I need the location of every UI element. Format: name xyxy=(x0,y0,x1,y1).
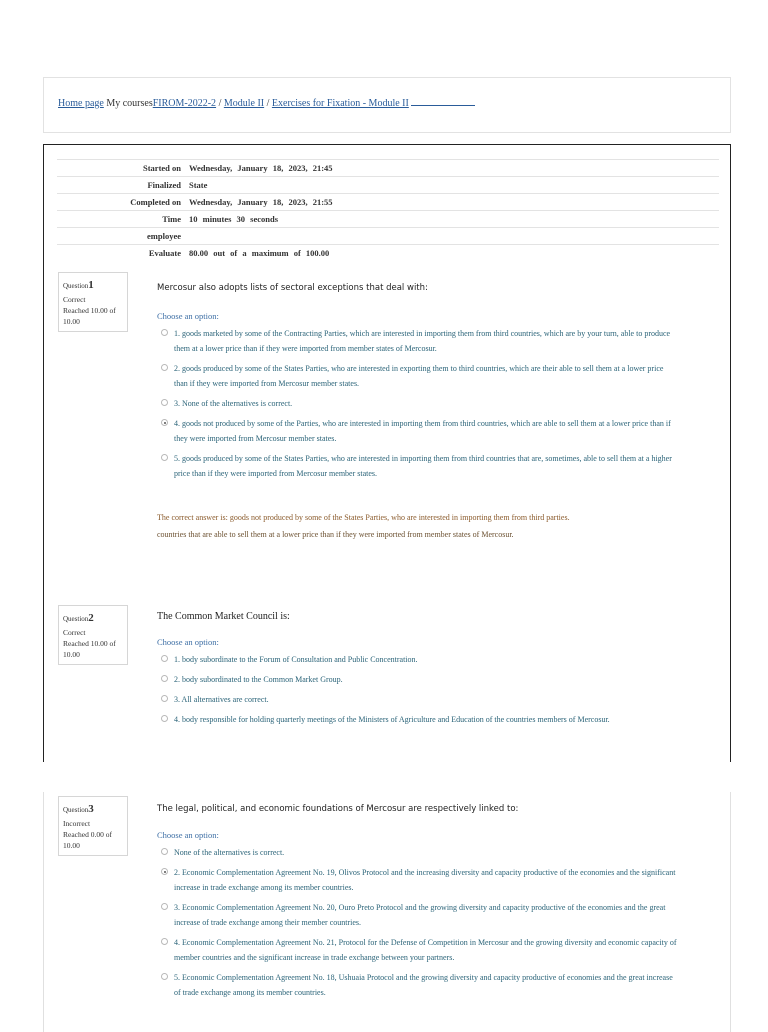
option-text: 4. Economic Complementation Agreement No. 21, Protocol for the Defense of Competition in Mercosur and the growing diversity and economic capacity of member countries and the significant increase in trade exchange between your partners. xyxy=(174,938,677,962)
breadcrumb-trail-underline xyxy=(411,96,475,106)
answer-option[interactable] xyxy=(157,935,677,965)
answer-option[interactable] xyxy=(157,652,677,667)
breadcrumb-my-courses[interactable]: My courses xyxy=(106,98,153,109)
option-text: 5. goods produced by some of the States Parties, who are interested in importing them from third countries that are, sometimes, able to sell them at a higher price than if they were imported from Mercosur member states. xyxy=(174,454,672,478)
question-2-body xyxy=(157,611,677,732)
answer-option[interactable] xyxy=(157,900,677,930)
question-3-info xyxy=(58,796,128,856)
summary-row xyxy=(57,194,719,211)
option-text: 4. goods not produced by some of the Parties, who are interested in importing them from third countries, which are able to sell them at a lower price than if they were imported from Mercosur member states. xyxy=(174,419,671,443)
question-text: Mercosur also adopts lists of sectoral exceptions that deal with: xyxy=(157,283,428,293)
answer-option-selected[interactable] xyxy=(157,865,677,895)
answer-option-selected[interactable] xyxy=(157,416,677,446)
question-status: Incorrect xyxy=(63,818,91,828)
option-text: 2. goods produced by some of the States Parties, who are interested in exporting them to third countries, which are their able to sell them at a lower price than if they were imported from Mercosur member states. xyxy=(174,364,664,388)
radio-button[interactable] xyxy=(161,938,168,945)
question-score: Reached 10.00 of 10.00 xyxy=(63,638,116,659)
radio-button-selected[interactable] xyxy=(161,868,168,875)
summary-label: Completed on xyxy=(57,194,185,211)
question-status: Correct xyxy=(63,627,86,637)
radio-button[interactable] xyxy=(161,399,168,406)
breadcrumb-module-link[interactable]: Module II xyxy=(223,98,265,109)
radio-button[interactable] xyxy=(161,454,168,461)
summary-row xyxy=(57,160,719,177)
answer-option[interactable] xyxy=(157,396,677,411)
choose-option-prompt: Choose an option: xyxy=(157,637,219,647)
question-score: Reached 10.00 of 10.00 xyxy=(63,305,116,326)
answer-option[interactable] xyxy=(157,326,677,356)
breadcrumb-separator: / xyxy=(216,98,224,109)
breadcrumb-home-link[interactable]: Home page xyxy=(58,98,104,109)
summary-label: Evaluate xyxy=(57,245,185,262)
summary-label: employee xyxy=(57,228,185,245)
answer-option[interactable] xyxy=(157,845,677,860)
question-text: The legal, political, and economic foundations of Mercosur are respectively linked to: xyxy=(157,804,519,814)
question-number: 3 xyxy=(88,803,94,815)
summary-label: Finalized xyxy=(57,177,185,194)
breadcrumb-course-link[interactable]: FIROM-2022-2 xyxy=(152,98,217,109)
summary-label: Time xyxy=(57,211,185,228)
quiz-review-panel xyxy=(43,144,731,762)
attempt-summary-table xyxy=(57,159,719,261)
question-number: 2 xyxy=(88,612,94,624)
summary-row xyxy=(57,211,719,228)
option-text: 4. body responsible for holding quarterly meetings of the Ministers of Agriculture and Education of the countries members of Mercosur. xyxy=(174,715,610,724)
summary-row xyxy=(57,228,719,245)
answer-option[interactable] xyxy=(157,451,677,481)
option-text: 2. body subordinated to the Common Market Group. xyxy=(174,675,343,684)
answer-option[interactable] xyxy=(157,970,677,1000)
option-text: None of the alternatives is correct. xyxy=(174,848,285,857)
option-text: 1. goods marketed by some of the Contracting Parties, which are interested in importing them from third countries, which are by your turn, able to produce them at a lower price than if they were imported from member states of Mercosur. xyxy=(174,329,671,353)
summary-row xyxy=(57,177,719,194)
summary-value: Wednesday, January 18, 2023, 21:55 xyxy=(185,194,719,211)
summary-label: Started on xyxy=(57,160,185,177)
question-status: Correct xyxy=(63,294,86,304)
question-3-body xyxy=(157,804,677,1005)
option-text: 3. Economic Complementation Agreement No. 20, Ouro Preto Protocol and the growing diversity and capacity productive of the economies and the great increase of trade exchange among their member countries. xyxy=(174,903,666,927)
radio-button[interactable] xyxy=(161,903,168,910)
question-label: Question xyxy=(63,615,89,623)
summary-value: Wednesday, January 18, 2023, 21:45 xyxy=(185,160,719,177)
summary-value xyxy=(185,228,719,245)
summary-value: 80.00 out of a maximum of 100.00 xyxy=(185,245,719,262)
answer-option[interactable] xyxy=(157,361,677,391)
radio-button[interactable] xyxy=(161,715,168,722)
breadcrumb-separator: / xyxy=(264,98,272,109)
question-label: Question xyxy=(63,282,89,290)
answer-option[interactable] xyxy=(157,712,677,727)
question-text: The Common Market Council is: xyxy=(157,611,290,622)
option-text: 2. Economic Complementation Agreement No. 19, Olivos Protocol and the increasing diversity and capacity productive of the economies and the significant increase in trade exchange among its member countries. xyxy=(174,868,676,892)
radio-button[interactable] xyxy=(161,329,168,336)
question-label: Question xyxy=(63,806,89,814)
summary-value: 10 minutes 30 seconds xyxy=(185,211,719,228)
choose-option-prompt: Choose an option: xyxy=(157,830,219,840)
radio-button[interactable] xyxy=(161,848,168,855)
choose-option-prompt: Choose an option: xyxy=(157,311,219,321)
summary-row xyxy=(57,245,719,262)
option-text: 3. All alternatives are correct. xyxy=(174,695,269,704)
answer-option[interactable] xyxy=(157,672,677,687)
correct-answer-feedback xyxy=(157,509,677,543)
radio-button[interactable] xyxy=(161,973,168,980)
answer-option[interactable] xyxy=(157,692,677,707)
feedback-rest: countries that are able to sell them at a lower price than if they were imported from member states of Mercosur. xyxy=(157,530,514,539)
question-1-info xyxy=(58,272,128,332)
question-1-body xyxy=(157,283,677,543)
breadcrumb xyxy=(58,96,475,109)
radio-button[interactable] xyxy=(161,364,168,371)
option-text: 3. None of the alternatives is correct. xyxy=(174,399,293,408)
breadcrumb-exercises-link[interactable]: Exercises for Fixation - Module II xyxy=(271,98,409,109)
summary-value: State xyxy=(185,177,719,194)
radio-button-selected[interactable] xyxy=(161,419,168,426)
question-2-info xyxy=(58,605,128,665)
feedback-lead: The correct answer is: goods not produced by some of the States Parties, who are interested in importing them from third parties. xyxy=(157,513,570,522)
question-number: 1 xyxy=(88,279,94,291)
option-text: 5. Economic Complementation Agreement No. 18, Ushuaia Protocol and the growing diversity and capacity productive of economies and the great increase of trade exchange among its member countries. xyxy=(174,973,673,997)
question-score: Reached 0.00 of 10.00 xyxy=(63,829,112,850)
radio-button[interactable] xyxy=(161,695,168,702)
option-text: 1. body subordinate to the Forum of Consultation and Public Concentration. xyxy=(174,655,418,664)
breadcrumb-bar xyxy=(43,77,731,133)
radio-button[interactable] xyxy=(161,675,168,682)
quiz-review-panel-continued xyxy=(43,792,731,1032)
radio-button[interactable] xyxy=(161,655,168,662)
